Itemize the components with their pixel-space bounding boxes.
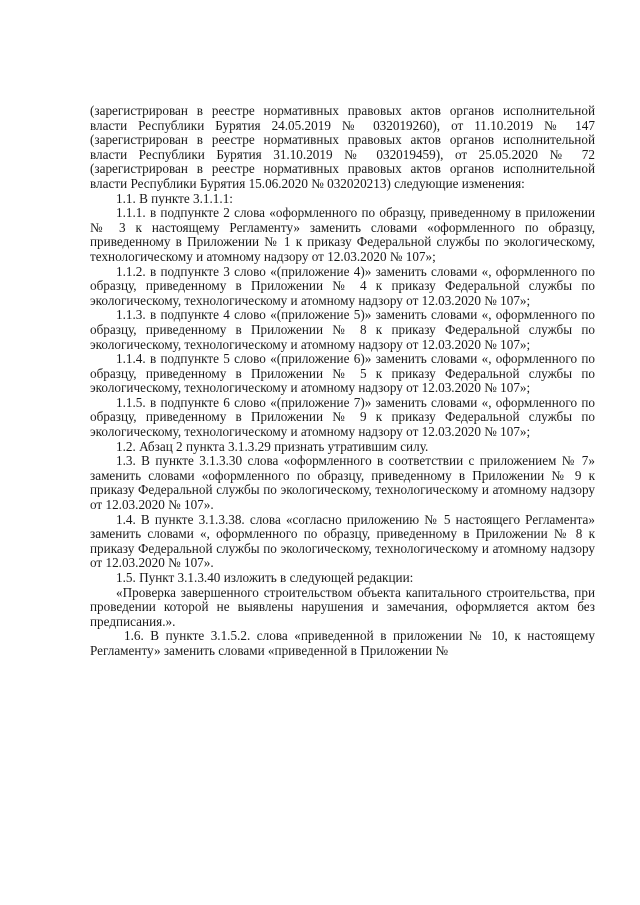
paragraph-1-1-3: 1.1.3. в подпункте 4 слово «(приложение 5)» заменить словами «, оформленного по образцу, приведенному в Приложении № 8 к приказу Федеральной службы по экологическому, технологическому и атомному надзору от 12.03.2020 № 107»;	[90, 307, 595, 352]
paragraph-1-1: 1.1. В пункте 3.1.1.1:	[116, 190, 233, 206]
document-body	[90, 104, 595, 659]
paragraph-1-2: 1.2. Абзац 2 пункта 3.1.3.29 признать утратившим силу.	[116, 438, 429, 454]
paragraph-registration-continuation: (зарегистрирован в реестре нормативных правовых актов органов исполнительной власти Республики Бурятия 24.05.2019 № 032019260), от 11.10.2019 № 147 (зарегистрирован в реестре нормативных правовых актов органов исполнительной власти Республики Бурятия 31.10.2019 № 032019459), от 25.05.2020 № 72 (зарегистрирован в реестре нормативных правовых актов органов исполнительной власти Республики Бурятия 15.06.2020 № 032020213) следующие изменения:	[90, 103, 595, 191]
paragraph-1-1-2: 1.1.2. в подпункте 3 слово «(приложение 4)» заменить словами «, оформленного по образцу, приведенному в Приложении № 4 к приказу Федеральной службы по экологическому, технологическому и атомному надзору от 12.03.2020 № 107»;	[90, 263, 595, 308]
paragraph-1-1-5: 1.1.5. в подпункте 6 слово «(приложение 7)» заменить словами «, оформленного по образцу, приведенному в Приложении № 9 к приказу Федеральной службы по экологическому, технологическому и атомному надзору от 12.03.2020 № 107»;	[90, 394, 595, 440]
paragraph-1-4: 1.4. В пункте 3.1.3.38. слова «согласно приложению № 5 настоящего Регламента» заменить словами «, оформленного по образцу, приведенному в Приложении № 8 к приказу Федеральной службы по экологическому, технологическому и атомному надзору от 12.03.2020 № 107».	[90, 511, 595, 571]
paragraph-quoted-wording: «Проверка завершенного строительством объекта капитального строительства, при проведении которой не выявлены нарушения и замечания, оформляется актом без предписания.».	[90, 584, 595, 629]
paragraph-1-6: 1.6. В пункте 3.1.5.2. слова «приведенной в приложении № 10, к настоящему Регламенту» заменить словами «приведенной в Приложении №	[90, 628, 595, 658]
paragraph-1-3: 1.3. В пункте 3.1.3.30 слова «оформленного в соответствии с приложением № 7» заменить словами «оформленного по образцу, приведенному в Приложении № 9 к приказу Федеральной службы по экологическому, технологическому и атомному надзору от 12.03.2020 № 107».	[90, 453, 595, 513]
paragraph-1-1-4: 1.1.4. в подпункте 5 слово «(приложение 6)» заменить словами «, оформленного по образцу, приведенному в Приложении № 5 к приказу Федеральной службы по экологическому, технологическому и атомному надзору от 12.03.2020 № 107»;	[90, 351, 595, 396]
paragraph-1-1-1: 1.1.1. в подпункте 2 слова «оформленного по образцу, приведенному в приложении № 3 к настоящему Регламенту» заменить словами «оформленного по образцу, приведенному в Приложении № 1 к приказу Федеральной службы по экологическому, технологическому и атомному надзору от 12.03.2020 № 107»;	[90, 205, 595, 264]
paragraph-1-5: 1.5. Пункт 3.1.3.40 изложить в следующей редакции:	[116, 570, 414, 585]
